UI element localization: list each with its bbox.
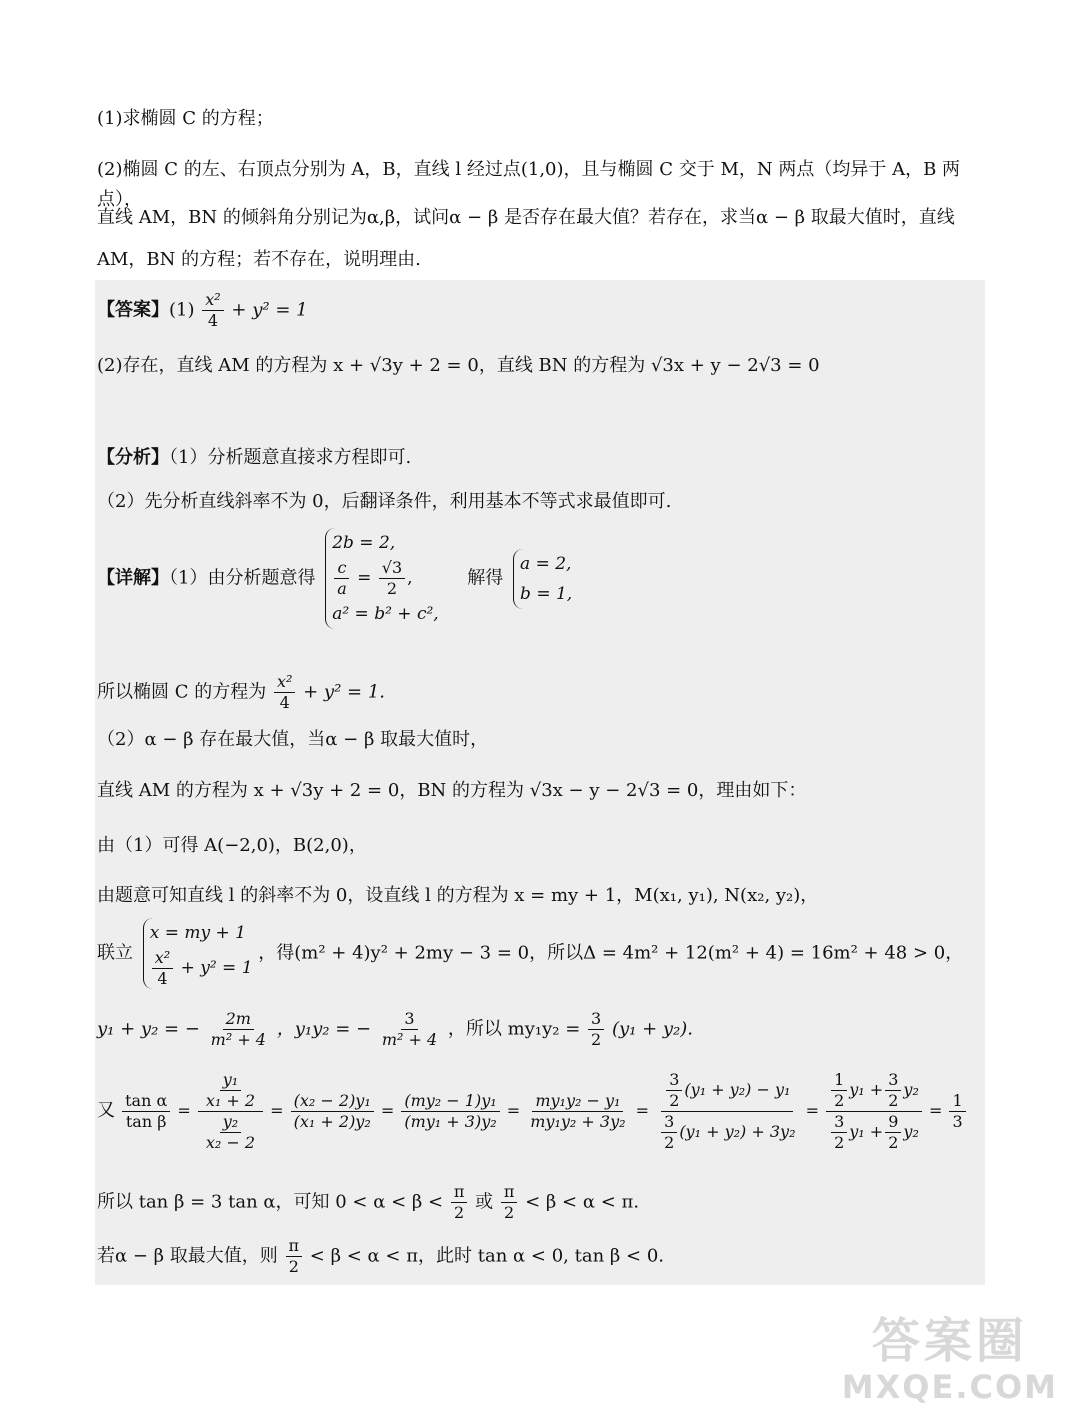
detail-system-line	[97, 528, 977, 629]
fraction	[274, 672, 295, 713]
answer-line1	[97, 290, 977, 331]
numerator: 3	[666, 1070, 682, 1091]
numerator: 9	[885, 1112, 901, 1133]
equation: $\frac{\text{x²}}{4}$ + y² = 1	[150, 948, 253, 989]
numerator: y₁	[220, 1070, 241, 1091]
simultaneous-line	[97, 918, 977, 989]
numerator: 3	[831, 1112, 847, 1133]
fraction	[885, 1112, 901, 1153]
denominator: m² + 4	[210, 1030, 266, 1049]
numerator: (my₂ − 1)y₁	[401, 1091, 499, 1112]
denominator-tail: y₂	[903, 1122, 919, 1141]
question-part2-line2: 直线 AM，BN 的倾斜角分别记为α,β，试问α − β 是否存在最大值？若存在，求当α − β 取最大值时，直线	[97, 207, 955, 228]
denominator-tail: (y₁ + y₂) + 3y₂	[679, 1122, 796, 1141]
denominator: 2	[888, 1133, 899, 1152]
detail-label: 【详解】	[97, 567, 169, 589]
fraction	[152, 948, 173, 989]
equation: a² = b² + c²,	[332, 604, 439, 624]
simultaneous-tail: ，得(m² + 4)y² + 2my − 3 = 0，所以Δ = 4m² + 12(m² + 4) = 16m² + 48 > 0，	[258, 942, 964, 964]
fraction	[501, 1182, 518, 1223]
numerator: c	[334, 558, 349, 579]
equation: b = 1,	[520, 583, 573, 604]
vieta-product: ，y₁y₂ = −	[276, 1018, 372, 1040]
fraction	[202, 290, 223, 331]
vieta-sum: y₁ + y₂ = −	[97, 1018, 200, 1040]
denominator: a	[337, 579, 347, 598]
denominator: 4	[279, 693, 290, 712]
compound-fraction	[656, 1070, 798, 1153]
equation: a = 2,	[520, 553, 572, 574]
numerator-tail: (y₁ + y₂) − y₁	[684, 1080, 791, 1099]
ratio-prefix: 又	[97, 1100, 115, 1121]
fraction	[379, 1009, 440, 1050]
watermark-line2: MXQE.COM	[841, 1368, 1058, 1406]
numerator: x²	[274, 672, 295, 693]
watermark-line1: 答案圈	[871, 1313, 1028, 1369]
equation: x = my + 1	[149, 923, 246, 943]
equation: 2b = 2,	[332, 533, 396, 553]
denominator: 2	[288, 1257, 299, 1276]
conclusion-prefix: 所以椭圆 C 的方程为	[97, 681, 267, 703]
question-part2-line1: (2)椭圆 C 的左、右顶点分别为 A，B，直线 l 经过点(1,0)，且与椭圆 C 交于 M，N 两点（均异于 A，B 两点），	[97, 159, 961, 210]
denominator: my₁y₂ + 3y₂	[530, 1112, 626, 1131]
numerator: 2m	[223, 1009, 254, 1030]
tan-relation-text: 所以 tan β = 3 tan α，可知 0 < α < β <	[97, 1191, 444, 1213]
detail-part2-line4: 由题意可知直线 l 的斜率不为 0，设直线 l 的方程为 x = my + 1，M(x₁, y₁), N(x₂, y₂)，	[97, 885, 819, 906]
numerator: 3	[885, 1070, 901, 1091]
fraction	[203, 1070, 258, 1111]
detail-conclusion	[97, 672, 977, 713]
analysis-line2: （2）先分析直线斜率不为 0，后翻译条件，利用基本不等式求最值即可.	[97, 491, 672, 512]
analysis-text1: （1）分析题意直接求方程即可.	[169, 447, 412, 468]
ratio-line: 又 $\frac{\text{tan α}}{\text{tan β}}$ = $\frac{\frac{\text{y₁}}{\text{x₁ + 2}}}{\frac{\text{y₂}}{\text{x₂ − 2}}}$ = $\frac{\text{(x₂ − 2)y₁}}{\text{(x₁ + 2)y₂}}$ = $\frac{\text{(my₂ − 1)y₁}}{\text{(my₁ + 3)y₂}}$ = $\frac{\text{my₁y₂ − y₁}}{\text{my₁y₂ + 3y₂}}$ = $\frac{3}{2}$ (y₁ + y₂) − y₁ $\frac{3}{2}$ (y₁ + y₂) + 3y₂ = $\frac{1}{2}$ y₁ + $\frac{3}{2}$ y₂ $\frac{3}{2}$ y₁ + $\frac{9}{2}$ y₂ = $\frac{1}{3}$	[97, 1070, 977, 1153]
numerator-mid: y₁ +	[849, 1080, 884, 1099]
denominator: 2	[834, 1091, 845, 1110]
numerator: (x₂ − 2)y₁	[291, 1091, 374, 1112]
system-of-equations	[325, 528, 439, 629]
fraction	[451, 1182, 468, 1223]
vieta-relation: ，所以 my₁y₂ =	[447, 1018, 581, 1040]
fraction	[286, 1236, 303, 1277]
numerator	[826, 1070, 922, 1112]
denominator-mid: y₁ +	[849, 1122, 884, 1141]
numerator: π	[501, 1182, 518, 1203]
answer-part2: (2)存在，直线 AM 的方程为 x + √3y + 2 = 0，直线 BN 的方程为 √3x + y − 2√3 = 0	[97, 355, 820, 376]
numerator: π	[286, 1236, 303, 1257]
fraction	[949, 1091, 965, 1132]
vieta-relation-tail: (y₁ + y₂).	[611, 1018, 694, 1040]
denominator: 4	[207, 311, 219, 330]
tan-relation-line	[97, 1182, 977, 1223]
simultaneous-system	[143, 918, 253, 989]
numerator: √3	[379, 558, 405, 579]
denominator: 3	[952, 1112, 963, 1131]
conclusion-tail: + y² = 1.	[303, 681, 386, 703]
analysis-line1	[97, 443, 977, 473]
final-line	[97, 1236, 977, 1277]
denominator: 2	[504, 1203, 515, 1222]
denominator: 2	[454, 1203, 465, 1222]
detail-intro: （1）由分析题意得	[169, 567, 316, 589]
question-part1: (1)求椭圆 C 的方程；	[97, 108, 274, 129]
vieta-line	[97, 1009, 977, 1050]
fraction	[208, 1009, 269, 1050]
fraction	[831, 1112, 847, 1153]
denominator: tan β	[125, 1112, 167, 1131]
numerator: x²	[152, 948, 173, 969]
fraction	[334, 558, 350, 599]
numerator: x²	[202, 290, 223, 311]
denominator: 2	[888, 1091, 899, 1110]
numerator: 3	[401, 1009, 417, 1030]
fraction	[666, 1070, 682, 1111]
fraction	[527, 1091, 628, 1132]
denominator: (x₁ + 2)y₂	[293, 1112, 371, 1131]
question-part2-line3: AM，BN 的方程；若不存在，说明理由.	[97, 249, 421, 270]
denominator: 2	[669, 1091, 680, 1110]
numerator	[198, 1070, 263, 1112]
solution-system	[513, 549, 572, 609]
denominator: (my₁ + 3)y₂	[404, 1112, 497, 1131]
numerator: tan α	[122, 1091, 170, 1112]
denominator	[826, 1112, 922, 1153]
answer-label: 【答案】	[97, 299, 169, 321]
numerator-tail: y₂	[903, 1080, 919, 1099]
fraction	[379, 558, 405, 599]
fraction	[885, 1070, 901, 1111]
fraction	[401, 1091, 499, 1132]
numerator: 1	[831, 1070, 847, 1091]
fraction	[588, 1009, 604, 1050]
simultaneous-prefix: 联立	[97, 942, 133, 964]
analysis-label: 【分析】	[97, 447, 169, 468]
fraction	[831, 1070, 847, 1111]
denominator	[198, 1112, 263, 1153]
numerator: 3	[661, 1112, 677, 1133]
equation: $\frac{c}{a}$ = $\frac{√3}{2}$ ,	[332, 558, 439, 599]
detail-part2-line2: 直线 AM 的方程为 x + √3y + 2 = 0，BN 的方程为 √3x − y − 2√3 = 0，理由如下：	[97, 780, 807, 801]
solve-text: 解得	[467, 567, 504, 589]
denominator: 2	[664, 1133, 675, 1152]
numerator	[661, 1070, 793, 1112]
denominator: 2	[834, 1133, 845, 1152]
final-tail: < β < α < π，此时 tan α < 0, tan β < 0.	[309, 1245, 665, 1267]
denominator: m² + 4	[381, 1030, 438, 1049]
fraction	[122, 1091, 170, 1132]
detail-part2-line1: （2）α − β 存在最大值，当α − β 取最大值时，	[97, 729, 489, 750]
denominator: x₁ + 2	[205, 1091, 256, 1110]
numerator: π	[451, 1182, 468, 1203]
or-text: 或	[475, 1191, 494, 1213]
denominator: x₂ − 2	[205, 1133, 256, 1152]
compound-fraction	[198, 1070, 263, 1153]
tan-relation-tail: < β < α < π.	[525, 1191, 640, 1213]
denominator: 2	[591, 1030, 602, 1049]
fraction	[203, 1112, 258, 1153]
answer-part1-tail: + y² = 1	[231, 299, 308, 321]
compound-fraction	[826, 1070, 922, 1153]
denominator	[656, 1112, 798, 1153]
denominator: 4	[157, 969, 168, 988]
watermark-logo	[842, 1313, 1058, 1405]
detail-part2-line3: 由（1）可得 A(−2,0)，B(2,0)，	[97, 835, 367, 856]
numerator: my₁y₂ − y₁	[532, 1091, 623, 1112]
numerator: 3	[588, 1009, 604, 1030]
numerator: y₂	[220, 1112, 241, 1133]
final-prefix: 若α − β 取最大值，则	[97, 1245, 278, 1267]
answer-part1-prefix: (1)	[169, 299, 195, 321]
fraction	[291, 1091, 374, 1132]
numerator: 1	[949, 1091, 965, 1112]
denominator: 2	[386, 579, 398, 598]
fraction	[661, 1112, 677, 1153]
